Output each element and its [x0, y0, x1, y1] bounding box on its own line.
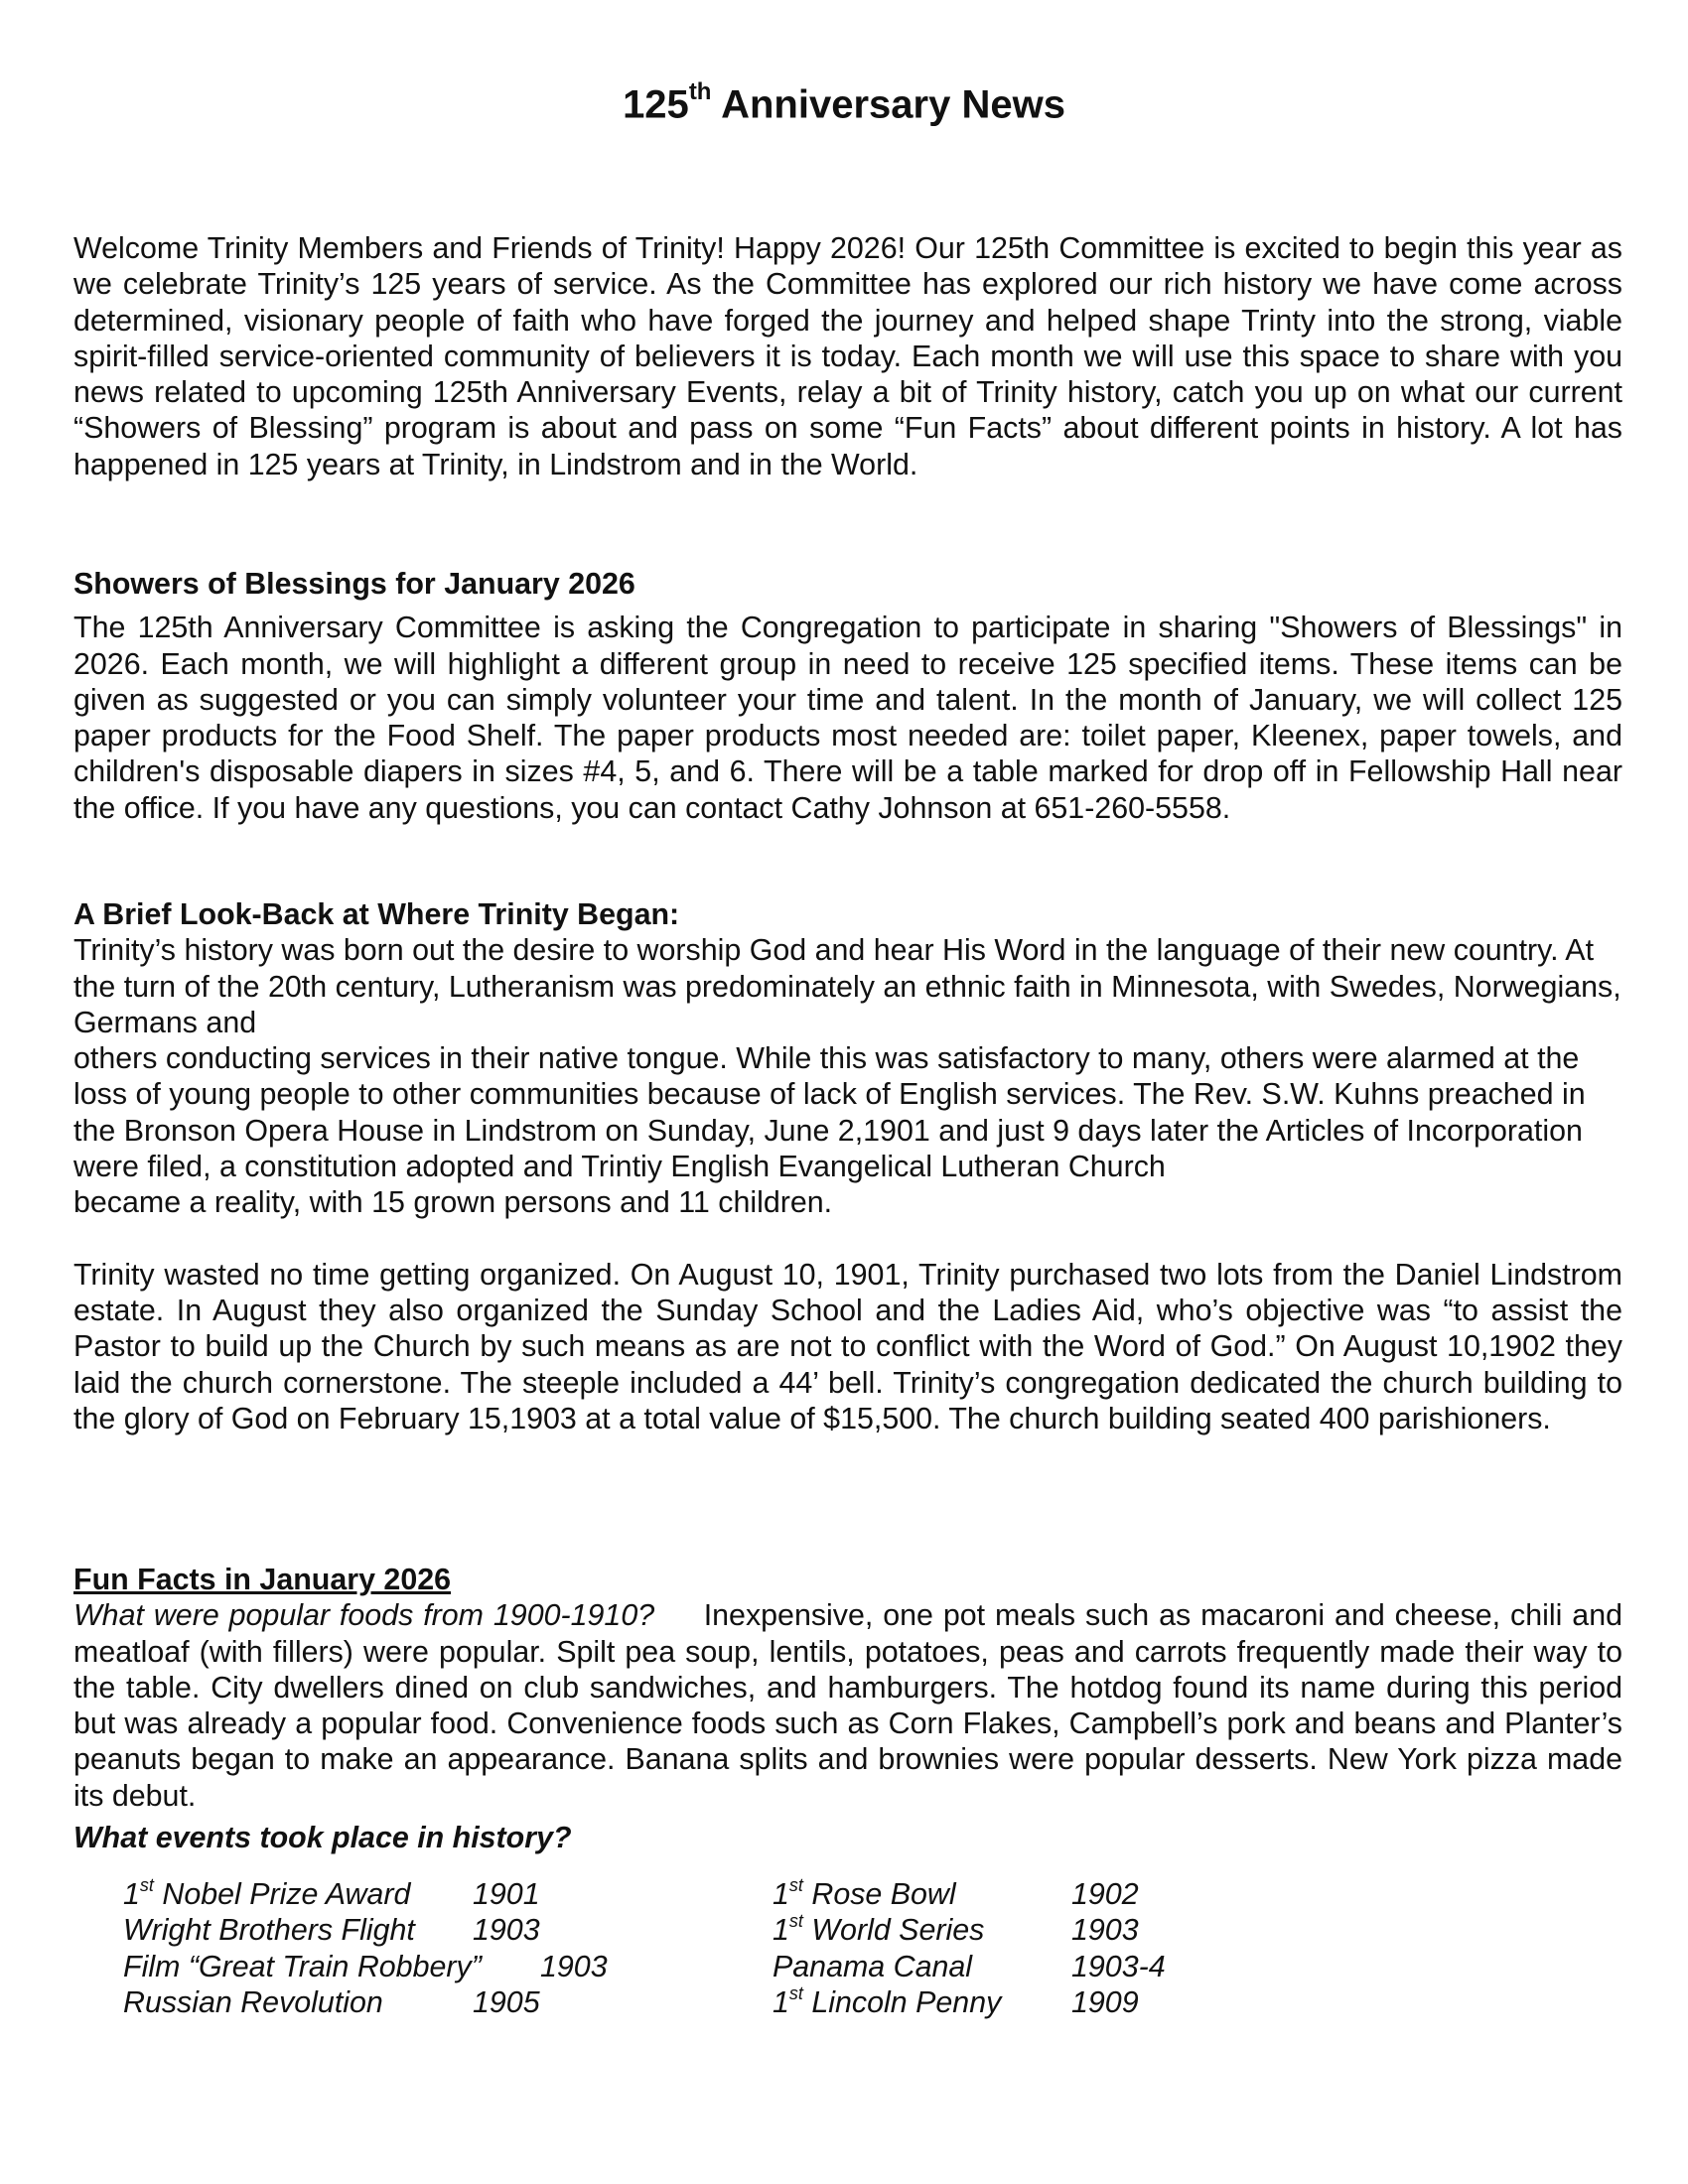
- events-row: [123, 1912, 1573, 1948]
- event-left-1: 1st Nobel Prize Award: [123, 1874, 411, 1911]
- event-right-4-year: 1909: [1071, 1984, 1139, 2019]
- events-row: [123, 1876, 1573, 1912]
- history-section: [73, 896, 1622, 1436]
- event-right-2: 1st World Series: [773, 1911, 985, 1948]
- event-right-4: 1st Lincoln Penny: [773, 1982, 1002, 2019]
- title-number: 125: [623, 82, 689, 127]
- welcome-section: [73, 230, 1622, 482]
- page-title: [0, 71, 1688, 129]
- events-table: [123, 1876, 1573, 2020]
- fun-facts-section: [73, 1562, 1622, 1855]
- title-superscript: th: [688, 78, 712, 105]
- event-left-1-year: 1901: [473, 1877, 540, 1911]
- title-text: Anniversary News: [711, 82, 1065, 127]
- event-right-1: 1st Rose Bowl: [773, 1874, 956, 1911]
- history-paragraph-1c: became a reality, with 15 grown persons and 11 children.: [73, 1185, 833, 1220]
- foods-answer: Inexpensive, one pot meals such as macaroni and cheese, chili and meatloaf (with fillers) were popular. Spilt pea soup, lentils, potatoes, peas and carrots frequently made their way to the table. City dwellers dined on club sandwiches, and hamburgers. The hotdog found its name during this period but was already a popular food. Convenience foods such as Corn Flakes, Campbell’s pork and beans and Planter’s peanuts began to make an appearance. Banana splits and brownies were popular desserts. New York pizza made its debut.: [73, 1598, 1622, 1813]
- event-left-2: Wright Brothers Flight: [123, 1913, 415, 1948]
- history-paragraph-1b: others conducting services in their native tongue. While this was satisfactory to many, others were alarmed at the loss of young people to other communities because of lack of English services. The Rev. S.W. Kuhns preached in the Bronson Opera House in Lindstrom on Sunday, June 2,1901 and just 9 days later the Articles of Incorporation were filed, a constitution adopted and Trintiy English Evangelical Lutheran Church: [73, 1041, 1586, 1184]
- history-heading: A Brief Look-Back at Where Trinity Began:: [73, 897, 680, 931]
- showers-heading: Showers of Blessings for January 2026: [73, 567, 635, 601]
- events-row: [123, 1984, 1573, 2020]
- foods-question: What were popular foods from 1900-1910?: [73, 1598, 655, 1633]
- event-left-3-year: 1903: [540, 1949, 608, 1983]
- event-left-4: Russian Revolution: [123, 1984, 383, 2019]
- event-right-1-year: 1902: [1071, 1877, 1139, 1911]
- history-paragraph-2: Trinity wasted no time getting organized. On August 10, 1901, Trinity purchased two lots from the Daniel Lindstrom estate. In August they also organized the Sunday School and the Ladies Aid, who’s objective was “to assist the Pastor to build up the Church by such means as are not to conflict with the Word of God.” On August 10,1902 they laid the church cornerstone. The steeple included a 44’ bell. Trinity’s congregation dedicated the church building to the glory of God on February 15,1903 at a total value of $15,500. The church building seated 400 parishioners.: [73, 1257, 1622, 1435]
- events-row: [123, 1949, 1573, 1984]
- fun-facts-paragraph: [73, 1597, 1622, 1814]
- event-left-4-year: 1905: [473, 1984, 540, 2019]
- event-left-2-year: 1903: [473, 1913, 540, 1948]
- events-heading: What events took place in history?: [73, 1821, 572, 1855]
- showers-section: [73, 566, 1622, 826]
- fun-facts-heading: Fun Facts in January 2026: [73, 1563, 452, 1596]
- event-left-3: Film “Great Train Robbery”: [123, 1949, 482, 1983]
- event-right-3: Panama Canal: [773, 1949, 973, 1983]
- showers-paragraph: The 125th Anniversary Committee is asking the Congregation to participate in sharing "Showers of Blessings" in 2026. Each month, we will highlight a different group in need to receive 125 specified items. These items can be given as suggested or you can simply volunteer your time and talent. In the month of January, we will collect 125 paper products for the Food Shelf. The paper products most needed are: toilet paper, Kleenex, paper towels, and children's disposable diapers in sizes #4, 5, and 6. There will be a table marked for drop off in Fellowship Hall near the office. If you have any questions, you can contact Cathy Johnson at 651-260-5558.: [73, 611, 1622, 825]
- event-right-3-year: 1903-4: [1071, 1949, 1166, 1983]
- welcome-paragraph: Welcome Trinity Members and Friends of Trinity! Happy 2026! Our 125th Committee is excited to begin this year as we celebrate Trinity’s 125 years of service. As the Committee has explored our rich history we have come across determined, visionary people of faith who have forged the journey and helped shape Trinty into the strong, viable spirit-filled service-oriented community of believers it is today. Each month we will use this space to share with you news related to upcoming 125th Anniversary Events, relay a bit of Trinity history, catch you up on what our current “Showers of Blessing” program is about and pass on some “Fun Facts” about different points in history. A lot has happened in 125 years at Trinity, in Lindstrom and in the World.: [73, 231, 1622, 481]
- event-right-2-year: 1903: [1071, 1913, 1139, 1948]
- history-paragraph-1a: Trinity’s history was born out the desire to worship God and hear His Word in the language of their new country. At the turn of the 20th century, Lutheranism was predominately an ethnic faith in Minnesota, with Swedes, Norwegians, Germans and: [73, 933, 1621, 1039]
